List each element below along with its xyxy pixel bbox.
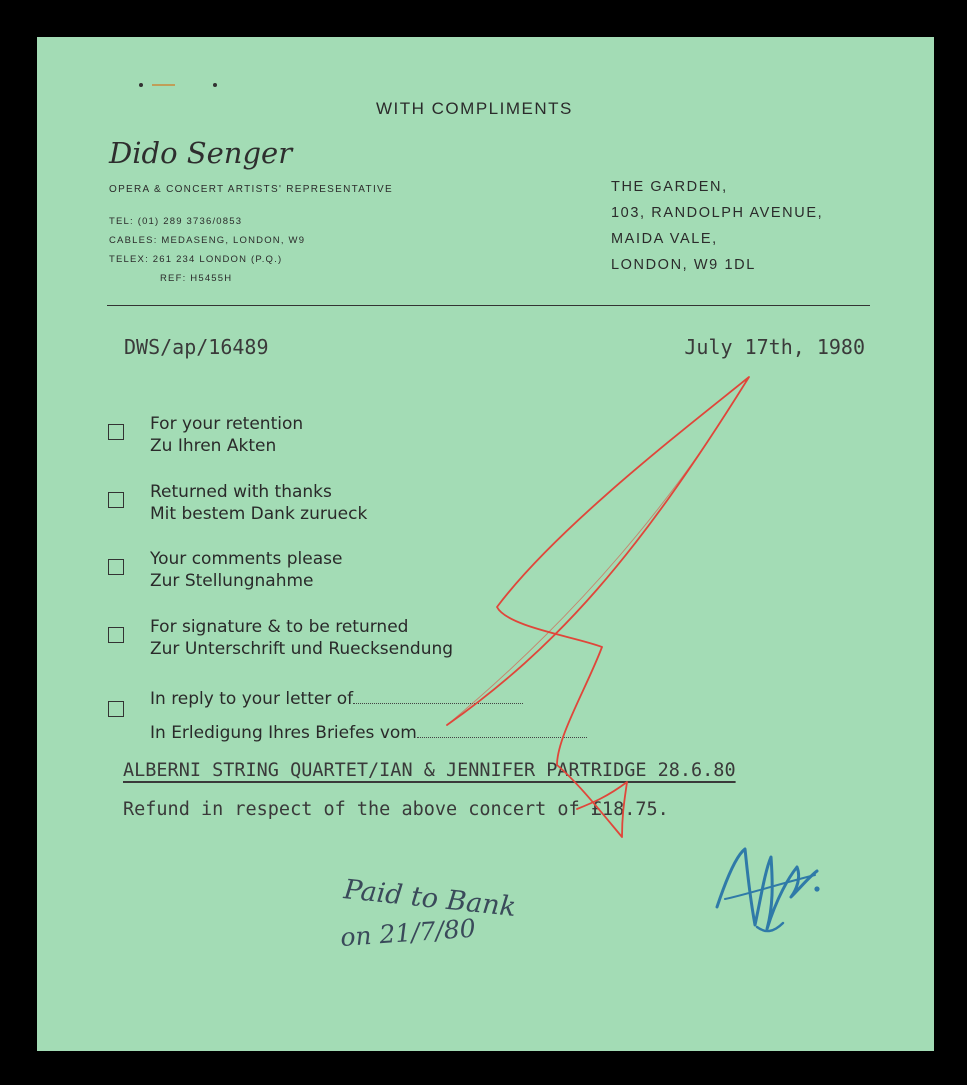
handwritten-line: Paid to Bank [342,874,518,924]
option-label-de: Zur Stellungnahme [150,571,314,591]
address-line: MAIDA VALE, [611,231,718,247]
address-line: 103, RANDOLPH AVENUE, [611,205,824,221]
option-label-de: In Erledigung Ihres Briefes vom [150,723,417,743]
letterhead-subtitle: OPERA & CONCERT ARTISTS' REPRESENTATIVE [109,184,393,195]
option-label-de: Zur Unterschrift und Ruecksendung [150,639,454,659]
contact-telex: TELEX: 261 234 LONDON (P.Q.) [109,254,283,265]
option-label-de: Mit bestem Dank zurueck [150,504,368,524]
letter-date: July 17th, 1980 [684,335,865,359]
address-line: THE GARDEN, [611,179,728,195]
reference-number: DWS/ap/16489 [124,335,269,359]
option-label-en: For your retention [150,414,304,434]
compliments-slip [37,37,934,1051]
option-label-en: Your comments please [150,549,343,569]
refund-line: Refund in respect of the above concert of £18.75. [123,799,669,820]
option-label-en: Returned with thanks [150,482,332,502]
option-label-en: For signature & to be returned [150,617,409,637]
address-line: LONDON, W9 1DL [611,257,756,273]
contact-cables: CABLES: MEDASENG, LONDON, W9 [109,235,306,246]
letterhead-name: Dido Senger [109,136,293,170]
contact-phone: TEL: (01) 289 3736/0853 [109,216,243,227]
handwritten-line: on 21/7/80 [339,913,477,952]
contact-ref: REF: H5455H [160,273,233,284]
subject-line: ALBERNI STRING QUARTET/IAN & JENNIFER PARTRIDGE 28.6.80 [123,760,736,781]
option-label-de: Zu Ihren Akten [150,436,277,456]
blue-initials-signature [705,837,845,947]
heading: WITH COMPLIMENTS [376,99,573,118]
option-label-en: In reply to your letter of [150,689,354,709]
